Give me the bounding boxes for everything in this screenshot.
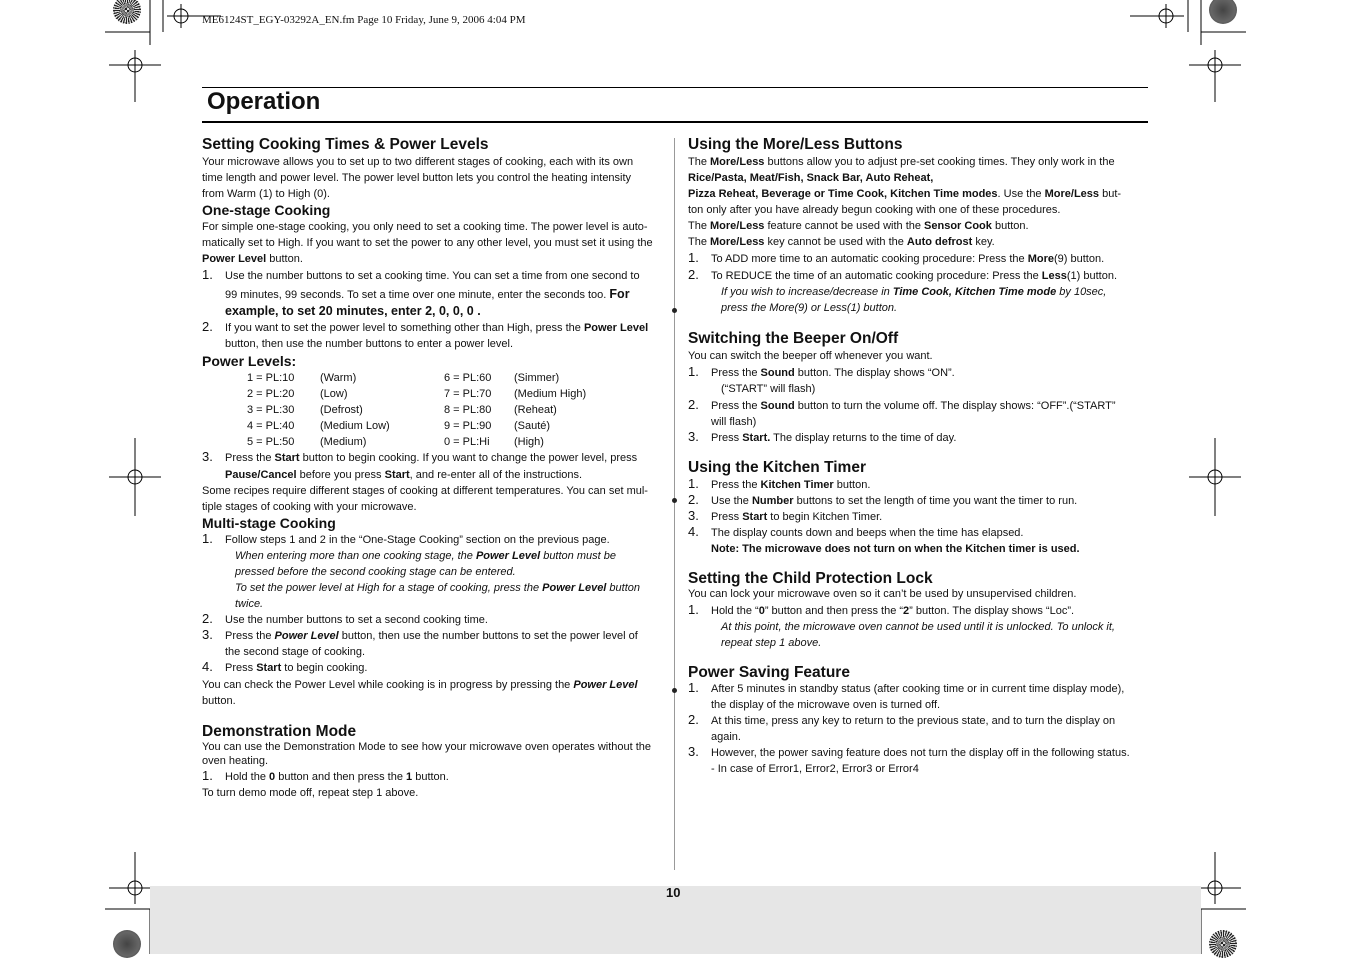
subsection-title-one-stage: One-stage Cooking (202, 202, 331, 218)
section-title-beeper: Switching the Beeper On/Off (688, 330, 899, 347)
step-item (202, 769, 662, 785)
step-text: Use the number buttons to set a second cooking time. (225, 614, 488, 626)
paragraph: oven heating. (202, 755, 269, 767)
page-title: Operation (207, 88, 321, 115)
step-number: 2. (202, 319, 213, 334)
paragraph: matically set to High. If you want to set the power to any other level, you must set it using the (202, 237, 653, 249)
step-number: 2. (688, 712, 699, 727)
power-level-cell: 8 = PL:80 (444, 404, 492, 416)
power-level-cell: 7 = PL:70 (444, 388, 492, 400)
paragraph: You can use the Demonstration Mode to see how your microwave oven operates without the (202, 741, 652, 753)
step-number: 3. (688, 429, 699, 444)
paragraph: The More/Less buttons allow you to adjust pre-set cooking times. They only work in the (688, 156, 1115, 168)
step-text: At this time, press any key to return to the previous state, and to turn the display on (711, 715, 1116, 727)
paragraph: time length and power level. The power level button lets you control the heating intensity (202, 172, 632, 184)
step-number: 4. (202, 659, 213, 674)
subsection-title-power-levels: Power Levels: (202, 353, 297, 369)
paragraph: Power Level button. (202, 253, 303, 265)
step-item (688, 251, 1148, 267)
step-item (688, 713, 1148, 745)
step-item (202, 268, 662, 319)
step-text: Hold the 0 button and then press the 1 button. (225, 771, 449, 783)
paragraph: The More/Less feature cannot be used with the Sensor Cook button. (688, 220, 1029, 232)
subsection-title-multi-stage: Multi-stage Cooking (202, 515, 336, 531)
section-title-child-lock: Setting the Child Protection Lock (688, 570, 933, 587)
paragraph: You can lock your microwave oven so it can’t be used by unsupervised children. (688, 588, 1077, 600)
step-item (688, 525, 1148, 557)
step-number: 1. (688, 602, 699, 617)
step-text: example, to set 20 minutes, enter 2, 0, 0, 0 . (225, 304, 481, 318)
step-number: 2. (688, 267, 699, 282)
section-title-cooking-times: Setting Cooking Times & Power Levels (202, 136, 489, 153)
right-column (688, 135, 1148, 777)
step-text: Press the Power Level button, then use the number buttons to set the power level of (225, 630, 638, 642)
step-text: After 5 minutes in standby status (after cooking time or in current time display mode), (711, 683, 1125, 695)
step-item (202, 660, 662, 676)
step-text: The display counts down and beeps when the time has elapsed. (711, 527, 1024, 539)
power-level-cell: (High) (514, 436, 544, 448)
step-text: Press Start to begin Kitchen Timer. (711, 511, 883, 523)
divider-bullet (672, 498, 677, 503)
step-item (688, 509, 1148, 525)
step-item (202, 450, 662, 483)
step-number: 2. (202, 611, 213, 626)
section-title-demo-mode: Demonstration Mode (202, 723, 357, 740)
step-item (688, 681, 1148, 713)
step-item (202, 320, 662, 352)
paragraph: To turn demo mode off, repeat step 1 above. (202, 787, 419, 799)
power-level-cell: 9 = PL:90 (444, 420, 492, 432)
step-number: 1. (202, 531, 213, 546)
step-number: 1. (202, 267, 213, 282)
paragraph: ton only after you have already begun cooking with one of these procedures. (688, 204, 1061, 216)
step-item (202, 532, 662, 548)
step-text: button, then use the number buttons to enter a power level. (225, 338, 514, 350)
step-item (688, 365, 1148, 397)
power-level-cell: (Medium) (320, 436, 367, 448)
step-text: (“START” will flash) (721, 383, 816, 395)
step-text: Follow steps 1 and 2 in the “One-Stage Cooking” section on the previous page. (225, 534, 610, 546)
power-level-cell: 6 = PL:60 (444, 372, 492, 384)
italic-note: repeat step 1 above. (721, 637, 822, 649)
italic-note: To set the power level at High for a stage of cooking, press the Power Level button (235, 582, 641, 594)
step-note: Note: The microwave does not turn on when the Kitchen timer is used. (711, 543, 1080, 555)
italic-note: At this point, the microwave oven cannot be used until it is unlocked. To unlock it, (721, 621, 1115, 633)
step-text: Press the Kitchen Timer button. (711, 479, 871, 491)
paragraph: Your microwave allows you to set up to two different stages of cooking, each with its own (202, 156, 634, 168)
power-level-cell: (Defrost) (320, 404, 363, 416)
power-level-cell: (Sauté) (514, 420, 551, 432)
step-number: 1. (688, 476, 699, 491)
step-text: will flash) (711, 416, 757, 428)
paragraph: You can switch the beeper off whenever you want. (688, 350, 933, 362)
paragraph: from Warm (1) to High (0). (202, 188, 330, 200)
step-text: the display of the microwave oven is turned off. (711, 699, 941, 711)
power-level-row (247, 418, 604, 434)
page-number: 10 (666, 885, 681, 900)
section-title-power-saving: Power Saving Feature (688, 664, 850, 681)
step-number: 1. (688, 364, 699, 379)
paragraph: For simple one-stage cooking, you only need to set a cooking time. The power level is auto- (202, 221, 648, 233)
power-level-row (247, 370, 604, 386)
italic-note: When entering more than one cooking stage, the Power Level button must be (235, 550, 616, 562)
left-column (202, 135, 662, 801)
step-number: 4. (688, 524, 699, 539)
step-item (688, 398, 1148, 430)
power-level-cell: (Medium High) (514, 388, 587, 400)
step-number: 1. (202, 768, 213, 783)
step-text: Press Start. The display returns to the time of day. (711, 432, 957, 444)
power-level-cell: 0 = PL:Hi (444, 436, 490, 448)
step-text: Use the number buttons to set a cooking time. You can set a time from one second to (225, 270, 640, 282)
title-bottom-rule (202, 121, 1148, 123)
step-item (202, 628, 662, 660)
paragraph: Pizza Reheat, Beverage or Time Cook, Kitchen Time modes. Use the More/Less but- (688, 188, 1122, 200)
power-level-cell: 4 = PL:40 (247, 420, 295, 432)
step-text: To ADD more time to an automatic cooking procedure: Press the More(9) button. (711, 253, 1105, 265)
column-divider (674, 138, 675, 870)
title-top-rule (202, 87, 1148, 88)
power-level-row (247, 386, 604, 402)
step-number: 2. (688, 397, 699, 412)
step-text: To REDUCE the time of an automatic cooking procedure: Press the Less(1) button. (711, 270, 1117, 282)
step-number: 3. (202, 627, 213, 642)
power-level-row (247, 434, 604, 450)
divider-bullet (672, 308, 677, 313)
power-level-cell: (Medium Low) (320, 420, 390, 432)
power-level-cell: 5 = PL:50 (247, 436, 295, 448)
step-text: 99 minutes, 99 seconds. To set a time over one minute, enter the seconds too. For (225, 287, 630, 301)
section-title-kitchen-timer: Using the Kitchen Timer (688, 459, 866, 476)
step-item (688, 745, 1148, 777)
step-text: Press the Sound button to turn the volume off. The display shows: “OFF”.(“START” (711, 400, 1116, 412)
step-item (688, 268, 1148, 284)
step-text: the second stage of cooking. (225, 646, 366, 658)
italic-note: pressed before the second cooking stage can be entered. (235, 566, 516, 578)
step-number: 3. (202, 449, 213, 464)
step-text: If you want to set the power level to something other than High, press the Power Level (225, 322, 649, 334)
power-level-cell: (Low) (320, 388, 348, 400)
paragraph: Rice/Pasta, Meat/Fish, Snack Bar, Auto Reheat, (688, 172, 934, 184)
paragraph: tiple stages of cooking with your microwave. (202, 501, 417, 513)
step-item (688, 493, 1148, 509)
step-text: Press Start to begin cooking. (225, 662, 368, 674)
file-header: ME6124ST_EGY-03292A_EN.fm Page 10 Friday, June 9, 2006 4:04 PM (202, 14, 526, 26)
step-number: 2. (688, 492, 699, 507)
italic-note: twice. (235, 598, 264, 610)
step-text: Pause/Cancel before you press Start, and re-enter all of the instructions. (225, 469, 583, 481)
step-number: 3. (688, 744, 699, 759)
power-levels-table (247, 370, 604, 450)
step-item (688, 477, 1148, 493)
paragraph: You can check the Power Level while cooking is in progress by pressing the Power Level (202, 679, 638, 691)
step-text: Hold the “0” button and then press the “2” button. The display shows “Loc”. (711, 605, 1075, 617)
power-level-cell: (Simmer) (514, 372, 560, 384)
divider-bullet (672, 688, 677, 693)
step-number: 3. (688, 508, 699, 523)
step-text: Press the Sound button. The display shows “ON”. (711, 367, 955, 379)
paragraph: button. (202, 695, 236, 707)
step-text: Use the Number buttons to set the length of time you want the timer to run. (711, 495, 1078, 507)
step-number: 1. (688, 250, 699, 265)
step-item (688, 603, 1148, 619)
step-item (202, 612, 662, 628)
step-text: Press the Start button to begin cooking. If you want to change the power level, press (225, 452, 638, 464)
italic-note: press the More(9) or Less(1) button. (721, 302, 898, 314)
power-level-cell: (Reheat) (514, 404, 557, 416)
italic-note: If you wish to increase/decrease in Time Cook, Kitchen Time mode by 10sec, (721, 286, 1107, 298)
power-level-cell: 1 = PL:10 (247, 372, 295, 384)
power-level-cell: 3 = PL:30 (247, 404, 295, 416)
power-level-row (247, 402, 604, 418)
power-level-cell: (Warm) (320, 372, 357, 384)
section-title-more-less: Using the More/Less Buttons (688, 136, 903, 153)
power-level-cell: 2 = PL:20 (247, 388, 295, 400)
paragraph: Some recipes require different stages of cooking at different temperatures. You can set mul- (202, 485, 648, 497)
step-text: again. (711, 731, 741, 743)
step-text: - In case of Error1, Error2, Error3 or Error4 (711, 763, 919, 775)
step-text: However, the power saving feature does not turn the display off in the following status. (711, 747, 1130, 759)
step-number: 1. (688, 680, 699, 695)
paragraph: The More/Less key cannot be used with the Auto defrost key. (688, 236, 995, 248)
step-item (688, 430, 1148, 446)
